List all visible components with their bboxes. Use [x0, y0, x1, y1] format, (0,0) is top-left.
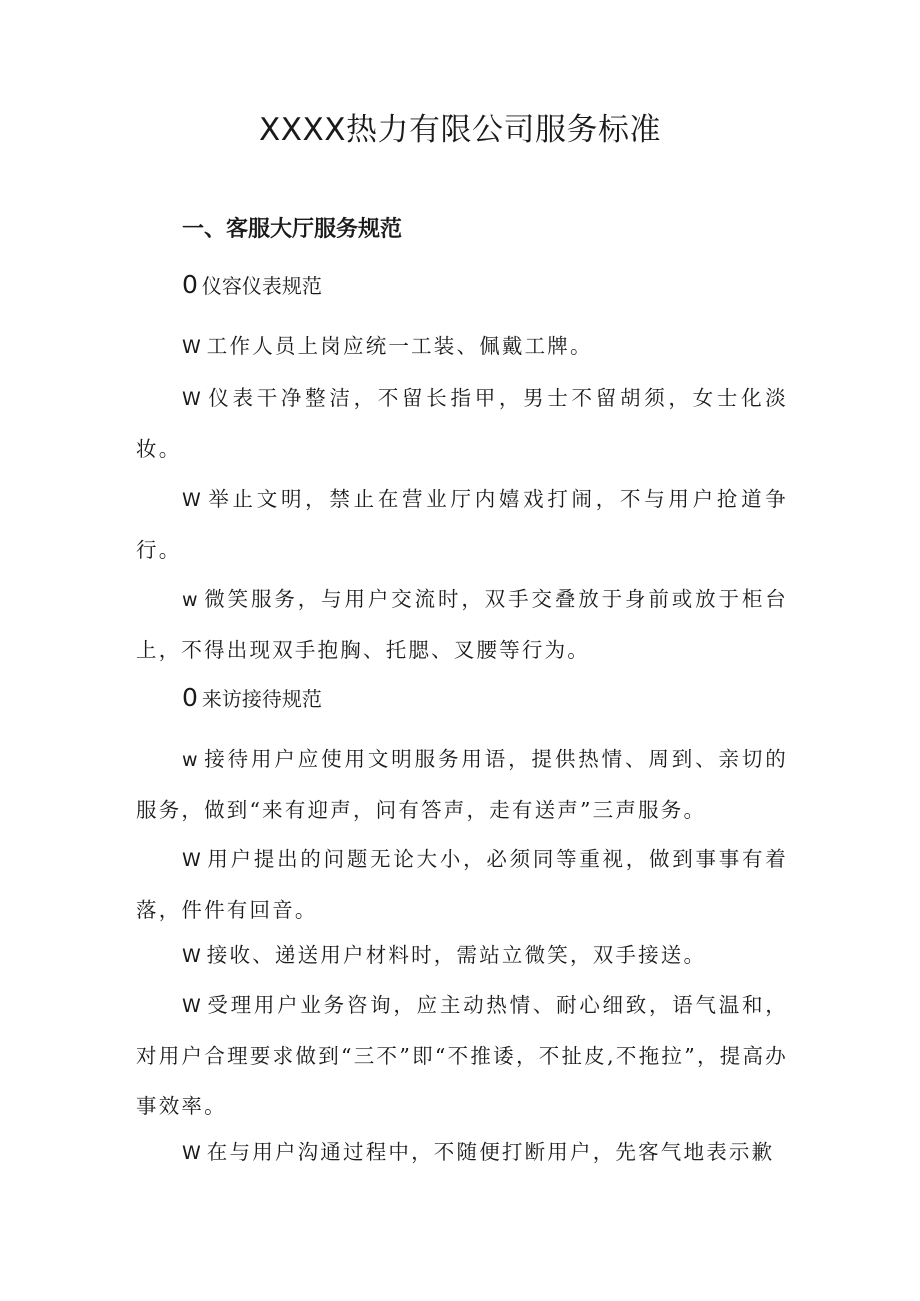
list-item: [136, 373, 788, 474]
bullet-marker: W: [182, 1142, 201, 1164]
list-item: [136, 734, 788, 835]
item-text: 受理用户业务咨询，应主动热情、耐心细致，语气温和，对用户合理要求做到“三不”即“不推诿，不扯皮,不拖拉”，提高办事效率。: [136, 993, 788, 1118]
bullet-marker: w: [182, 749, 198, 771]
subsection-label: 来访接待规范: [201, 687, 322, 711]
list-item: [136, 574, 788, 675]
bullet-marker: W: [182, 849, 201, 871]
item-text: 微笑服务，与用户交流时，双手交叠放于身前或放于柜台上，不得出现双手抱胸、托腮、叉腰等行为。: [136, 587, 788, 662]
item-text: 用户提出的问题无论大小，必须同等重视，做到事事有着落，件件有回音。: [136, 847, 788, 922]
bullet-marker: W: [182, 388, 201, 410]
subsection-number: 0: [182, 270, 198, 299]
bullet-marker: W: [182, 945, 201, 967]
item-text: 接待用户应使用文明服务用语，提供热情、周到、亲切的服务，做到“来有迎声，问有答声，走有送声”三声服务。: [136, 747, 788, 822]
list-item: [136, 321, 788, 372]
item-text: 在与用户沟通过程中，不随便打断用户，先客气地表示歉: [206, 1140, 775, 1164]
document-title: XXXX热力有限公司服务标准: [259, 112, 661, 148]
section-heading: 一、客服大厅服务规范: [182, 217, 403, 242]
item-text: 接收、递送用户材料时，需站立微笑，双手接送。: [206, 943, 707, 967]
list-item: [136, 1127, 788, 1178]
bullet-marker: W: [182, 995, 201, 1017]
list-item: [136, 834, 788, 935]
bullet-marker: W: [182, 489, 201, 511]
item-text: 仪表干净整洁，不留长指甲，男士不留胡须，女士化淡妆。: [136, 386, 788, 461]
item-text: 举止文明，禁止在营业厅内嬉戏打闹，不与用户抢道争行。: [136, 487, 788, 562]
list-item: [136, 980, 788, 1131]
list-item: [136, 930, 788, 981]
subsection-number: 0: [182, 683, 198, 712]
list-item: [136, 474, 788, 575]
bullet-marker: w: [182, 589, 198, 611]
subsection-heading-reception: [182, 681, 322, 716]
subsection-label: 仪容仪表规范: [201, 274, 322, 298]
item-text: 工作人员上岗应统一工装、佩戴工牌。: [206, 334, 593, 358]
bullet-marker: W: [182, 336, 201, 358]
subsection-heading-appearance: [182, 268, 322, 303]
